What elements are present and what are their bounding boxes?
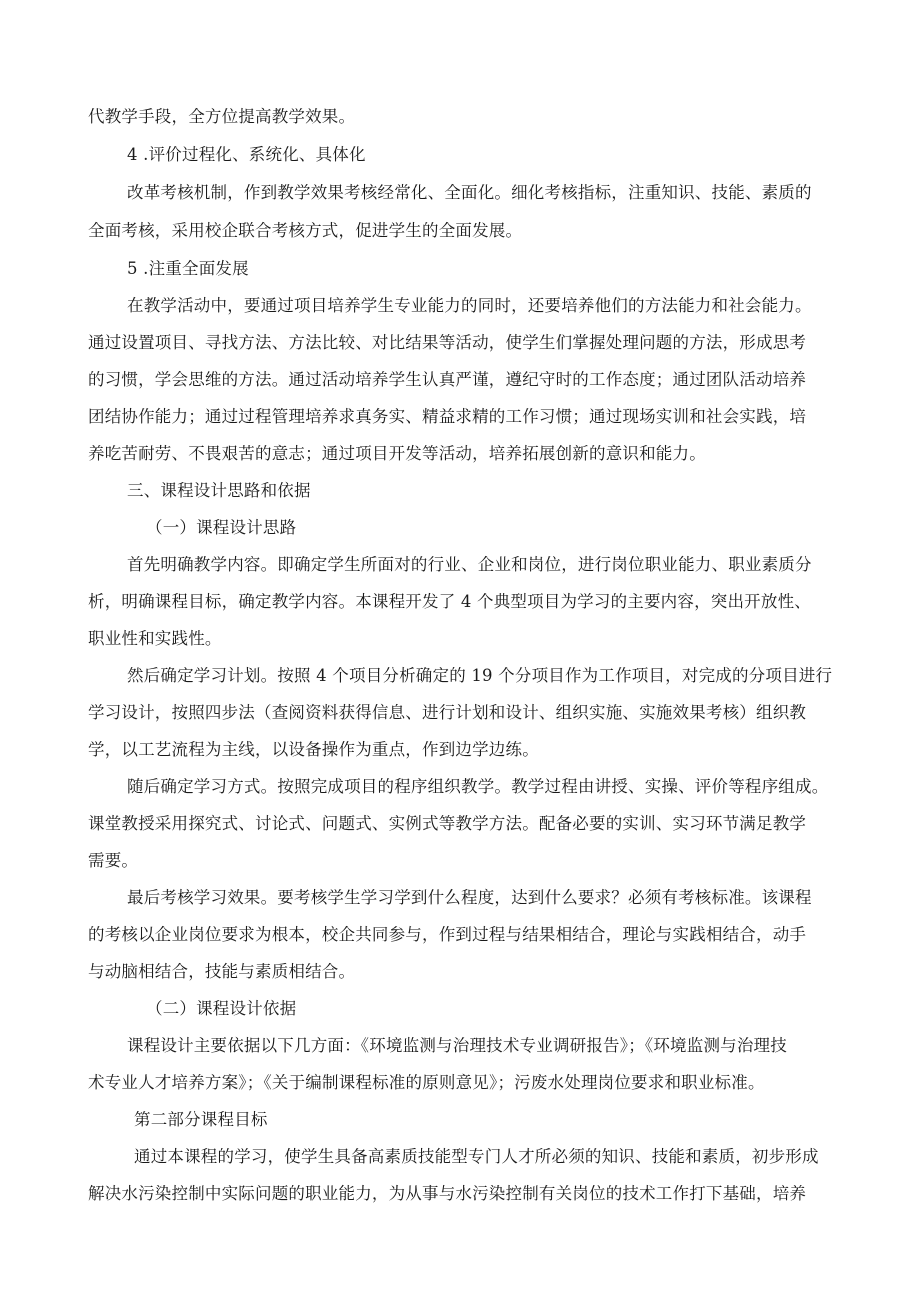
paragraph-line: 职业性和实践性。 — [88, 629, 222, 648]
chapter-heading: 三、课程设计思路和依据 — [127, 481, 311, 500]
paragraph-line: 团结协作能力；通过过程管理培养求真务实、精益求精的工作习惯；通过现场实训和社会实践，培 — [88, 407, 807, 426]
part-heading: 第二部分课程目标 — [134, 1110, 268, 1129]
paragraph-line: 改革考核机制，作到教学效果考核经常化、全面化。细化考核指标，注重知识、技能、素质的 — [127, 183, 812, 202]
paragraph-line: 课程设计主要依据以下几方面：《环境监测与治理技术专业调研报告》；《环境监测与治理技 — [127, 1036, 787, 1055]
paragraph-line: 学，以工艺流程为主线，以设备操作为重点，作到边学边练。 — [88, 740, 539, 759]
subsection-heading: （一）课程设计思路 — [146, 518, 297, 537]
paragraph-line: 养吃苦耐劳、不畏艰苦的意志；通过项目开发等活动，培养拓展创新的意识和能力。 — [88, 444, 706, 463]
paragraph-line: 首先明确教学内容。即确定学生所面对的行业、企业和岗位，进行岗位职业能力、职业素质分 — [127, 555, 812, 574]
paragraph-line: 析，明确课程目标，确定教学内容。本课程开发了 4 个典型项目为学习的主要内容，突出开放性、 — [88, 592, 811, 611]
paragraph-line: 在教学活动中，要通过项目培养学生专业能力的同时，还要培养他们的方法能力和社会能力。 — [127, 296, 812, 315]
paragraph-line: 与动脑相结合，技能与素质相结合。 — [88, 962, 356, 981]
paragraph-line: 术专业人才培养方案》；《关于编制课程标准的原则意见》；污废水处理岗位要求和职业标准。 — [88, 1073, 765, 1092]
section-heading: 5 .注重全面发展 — [127, 259, 249, 278]
section-heading: 4 .评价过程化、系统化、具体化 — [127, 145, 366, 164]
paragraph-line: 需要。 — [88, 851, 139, 870]
paragraph-line: 学习设计，按照四步法（查阅资料获得信息、进行计划和设计、组织实施、实施效果考核）组织教 — [88, 703, 807, 722]
paragraph-line: 通过本课程的学习，使学生具备高素质技能型专门人才所必须的知识、技能和素质，初步形成 — [134, 1147, 819, 1166]
paragraph-line: 随后确定学习方式。按照完成项目的程序组织教学。教学过程由讲授、实操、评价等程序组成。 — [127, 777, 829, 796]
paragraph-line: 最后考核学习效果。要考核学生学习学到什么程度，达到什么要求？必须有考核标准。该课程 — [127, 888, 812, 907]
paragraph-line: 然后确定学习计划。按照 4 个项目分析确定的 19 个分项目作为工作项目，对完成的分项目进行 — [127, 666, 833, 685]
paragraph-line: 解决水污染控制中实际问题的职业能力，为从事与水污染控制有关岗位的技术工作打下基础，培养 — [88, 1184, 807, 1203]
paragraph-line: 通过设置项目、寻找方法、方法比较、对比结果等活动，使学生们掌握处理问题的方法，形成思考 — [88, 333, 807, 352]
paragraph-line: 的习惯，学会思维的方法。通过活动培养学生认真严谨，遵纪守时的工作态度；通过团队活动培养 — [88, 370, 807, 389]
paragraph-line: 课堂教授采用探究式、讨论式、问题式、实例式等教学方法。配备必要的实训、实习环节满足教学 — [88, 814, 807, 833]
subsection-heading: （二）课程设计依据 — [146, 999, 297, 1018]
text-line: 代教学手段，全方位提高教学效果。 — [88, 107, 356, 126]
paragraph-line: 的考核以企业岗位要求为根本，校企共同参与，作到过程与结果相结合，理论与实践相结合，动手 — [88, 925, 807, 944]
paragraph-line: 全面考核，采用校企联合考核方式，促进学生的全面发展。 — [88, 221, 523, 240]
